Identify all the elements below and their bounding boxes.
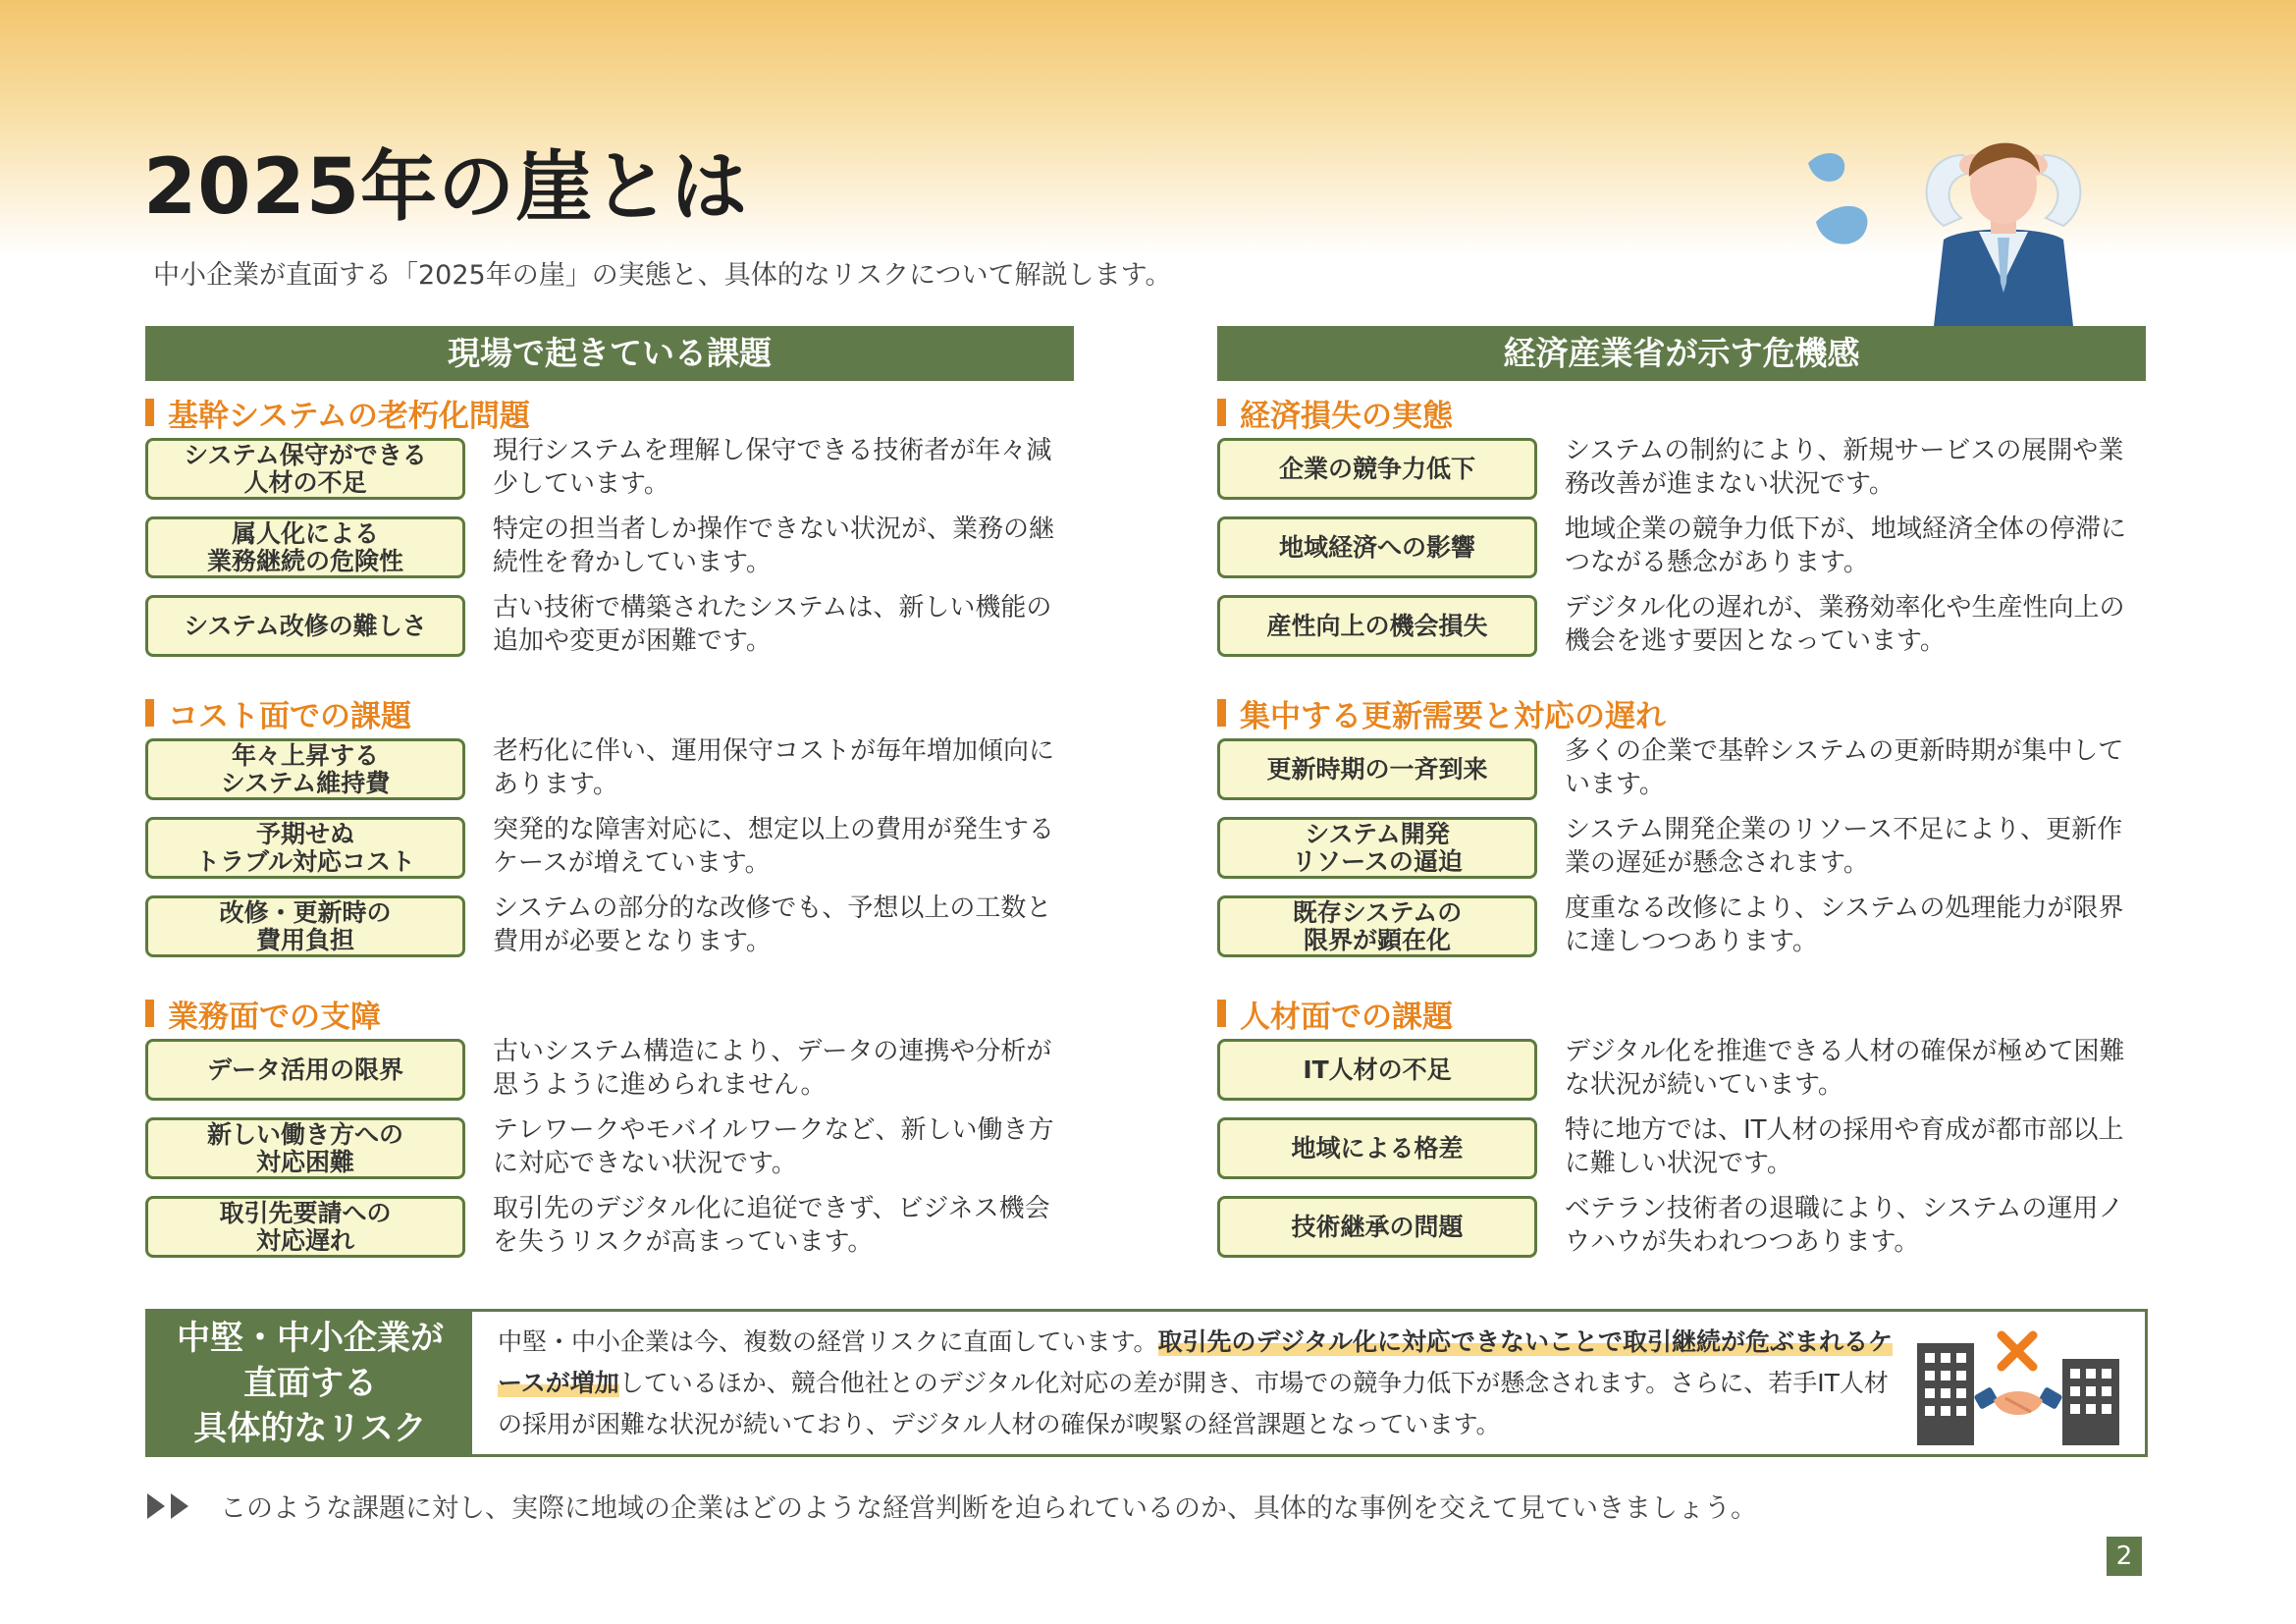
- issue-description: 古い技術で構築されたシステムは、新しい機能の追加や変更が困難です。: [493, 593, 1052, 656]
- issue-description: 現行システムを理解し保守できる技術者が年々減少しています。: [493, 436, 1052, 499]
- issue-description: テレワークやモバイルワークなど、新しい働き方に対応できない状況です。: [493, 1115, 1054, 1178]
- list-item: [1217, 892, 2146, 970]
- left-column: [145, 326, 1074, 1257]
- list-item: [145, 513, 1074, 591]
- list-item: [1217, 1035, 2146, 1113]
- section-title: [145, 992, 1074, 1035]
- page-number: 2: [2107, 1537, 2142, 1576]
- issue-tag: システム改修の難しさ: [145, 595, 465, 657]
- list-item: [1217, 513, 2146, 591]
- section-operational-issues: [145, 992, 1074, 1271]
- list-item: [1217, 591, 2146, 670]
- section-title: [1217, 391, 2146, 434]
- list-item: [1217, 1113, 2146, 1192]
- issue-tag: 企業の競争力低下: [1217, 438, 1537, 500]
- issue-tag: 技術継承の問題: [1217, 1196, 1537, 1258]
- list-item: [1217, 813, 2146, 892]
- risk-text-rest: しているほか、競合他社とのデジタル化対応の差が開き、市場での競争力低下が懸念されます。さらに、若手IT人材の採用が困難な状況が続いており、デジタル人材の確保が喫緊の経営課題となっています。: [498, 1369, 1889, 1438]
- issue-tag: 改修・更新時の 費用負担: [145, 895, 465, 957]
- page-subtitle: 中小企業が直面する「2025年の崖」の実態と、具体的なリスクについて解説します。: [153, 260, 1172, 291]
- list-item: [1217, 734, 2146, 813]
- double-chevron-right-icon: [145, 1491, 196, 1521]
- page-title: 2025年の崖とは: [143, 143, 749, 232]
- list-item: [145, 734, 1074, 813]
- list-item: [145, 1035, 1074, 1113]
- issue-tag: 産性向上の機会損失: [1217, 595, 1537, 657]
- section-bar-icon: [1217, 699, 1226, 727]
- section-title-text: 人材面での課題: [1240, 999, 1453, 1035]
- list-item: [145, 1192, 1074, 1271]
- issue-tag: 既存システムの 限界が顕在化: [1217, 895, 1537, 957]
- section-title: [1217, 992, 2146, 1035]
- issue-tag: 地域による格差: [1217, 1117, 1537, 1179]
- section-aging-systems: [145, 391, 1074, 670]
- section-cost-issues: [145, 691, 1074, 970]
- risk-summary-box: [145, 1309, 2148, 1457]
- section-title: [145, 691, 1074, 734]
- issue-tag: 属人化による 業務継続の危険性: [145, 516, 465, 578]
- section-title-text: 集中する更新需要と対応の遅れ: [1240, 698, 1666, 734]
- issue-description: デジタル化の遅れが、業務効率化や生産性向上の機会を逃す要因となっています。: [1565, 593, 2125, 656]
- issue-description: デジタル化を推進できる人材の確保が極めて困難な状況が続いています。: [1565, 1037, 2125, 1100]
- right-column-header: 経済産業省が示す危機感: [1217, 326, 2146, 381]
- section-title-text: 業務面での支障: [168, 999, 381, 1035]
- building-icon: [2062, 1359, 2119, 1445]
- issue-description: 特定の担当者しか操作できない状況が、業務の継続性を脅かしています。: [493, 514, 1055, 577]
- issue-tag: データ活用の限界: [145, 1039, 465, 1101]
- section-update-demand: [1217, 691, 2146, 970]
- list-item: [145, 591, 1074, 670]
- list-item: [1217, 1192, 2146, 1271]
- issue-tag: 予期せぬ トラブル対応コスト: [145, 817, 465, 879]
- issue-description: 古いシステム構造により、データの連携や分析が思うように進められません。: [493, 1037, 1052, 1100]
- section-bar-icon: [1217, 1000, 1226, 1027]
- issue-tag: 地域経済への影響: [1217, 516, 1537, 578]
- issue-description: 老朽化に伴い、運用保守コストが毎年増加傾向にあります。: [493, 736, 1055, 799]
- risk-label: 中堅・中小企業が 直面する 具体的なリスク: [148, 1312, 472, 1454]
- worried-businessman-illustration: [1796, 116, 2140, 326]
- section-human-resources: [1217, 992, 2146, 1271]
- sweat-drop-icon: [1808, 153, 1844, 182]
- issue-description: 取引先のデジタル化に追従できず、ビジネス機会を失うリスクが高まっています。: [493, 1194, 1050, 1257]
- handshake-icon: [1973, 1386, 2062, 1415]
- issue-description: 特に地方では、IT人材の採用や育成が都市部以上に難しい状況です。: [1565, 1115, 2124, 1178]
- list-item: [145, 892, 1074, 970]
- building-icon: [1917, 1343, 1974, 1445]
- risk-text-highlight: 取引先のデジタル化に対応できないことで取引継続が危ぶまれるケースが増加: [498, 1327, 1894, 1397]
- section-title: [145, 391, 1074, 434]
- section-title-text: コスト面での課題: [168, 698, 411, 734]
- issue-description: システムの制約により、新規サービスの展開や業務改善が進まない状況です。: [1565, 436, 2124, 499]
- issue-tag: IT人材の不足: [1217, 1039, 1537, 1101]
- issue-tag: システム開発 リソースの逼迫: [1217, 817, 1537, 879]
- issue-tag: 新しい働き方への 対応困難: [145, 1117, 465, 1179]
- issue-description: システムの部分的な改修でも、予想以上の工数と費用が必要となります。: [493, 893, 1052, 956]
- sweat-drop-icon: [1816, 206, 1867, 244]
- section-title: [1217, 691, 2146, 734]
- issue-description: 地域企業の競争力低下が、地域経済全体の停滞につながる懸念があります。: [1565, 514, 2127, 577]
- footer-note-text: このような課題に対し、実際に地域の企業はどのような経営判断を迫られているのか、具体的な事例を交えて見ていきましょう。: [220, 1493, 1757, 1524]
- issue-tag: 取引先要請への 対応遅れ: [145, 1196, 465, 1258]
- right-column: [1217, 326, 2146, 1257]
- list-item: [145, 434, 1074, 513]
- issue-description: ベテラン技術者の退職により、システムの運用ノウハウが失われつつあります。: [1565, 1194, 2124, 1257]
- list-item: [145, 1113, 1074, 1192]
- section-title-text: 経済損失の実態: [1240, 398, 1453, 434]
- section-bar-icon: [145, 1000, 154, 1027]
- issue-description: 度重なる改修により、システムの処理能力が限界に達しつつあります。: [1565, 893, 2124, 956]
- left-column-header: 現場で起きている課題: [145, 326, 1074, 381]
- issue-tag: 更新時期の一斉到来: [1217, 738, 1537, 800]
- issue-description: 多くの企業で基幹システムの更新時期が集中しています。: [1565, 736, 2124, 799]
- list-item: [1217, 434, 2146, 513]
- issue-tag: システム保守ができる 人材の不足: [145, 438, 465, 500]
- risk-text: [472, 1312, 1911, 1454]
- footer-note: [145, 1487, 1757, 1525]
- section-economic-loss: [1217, 391, 2146, 670]
- section-bar-icon: [1217, 399, 1226, 426]
- list-item: [145, 813, 1074, 892]
- issue-tag: 年々上昇する システム維持費: [145, 738, 465, 800]
- issue-description: 突発的な障害対応に、想定以上の費用が発生するケースが増えています。: [493, 815, 1055, 878]
- section-bar-icon: [145, 399, 154, 426]
- broken-partnership-icon: [1915, 1329, 2121, 1445]
- issue-description: システム開発企業のリソース不足により、更新作業の遅延が懸念されます。: [1565, 815, 2123, 878]
- cross-mark-icon: [2002, 1335, 2033, 1367]
- risk-text-intro: 中堅・中小企業は今、複数の経営リスクに直面しています。: [498, 1327, 1158, 1356]
- section-title-text: 基幹システムの老朽化問題: [168, 398, 530, 434]
- section-bar-icon: [145, 699, 154, 727]
